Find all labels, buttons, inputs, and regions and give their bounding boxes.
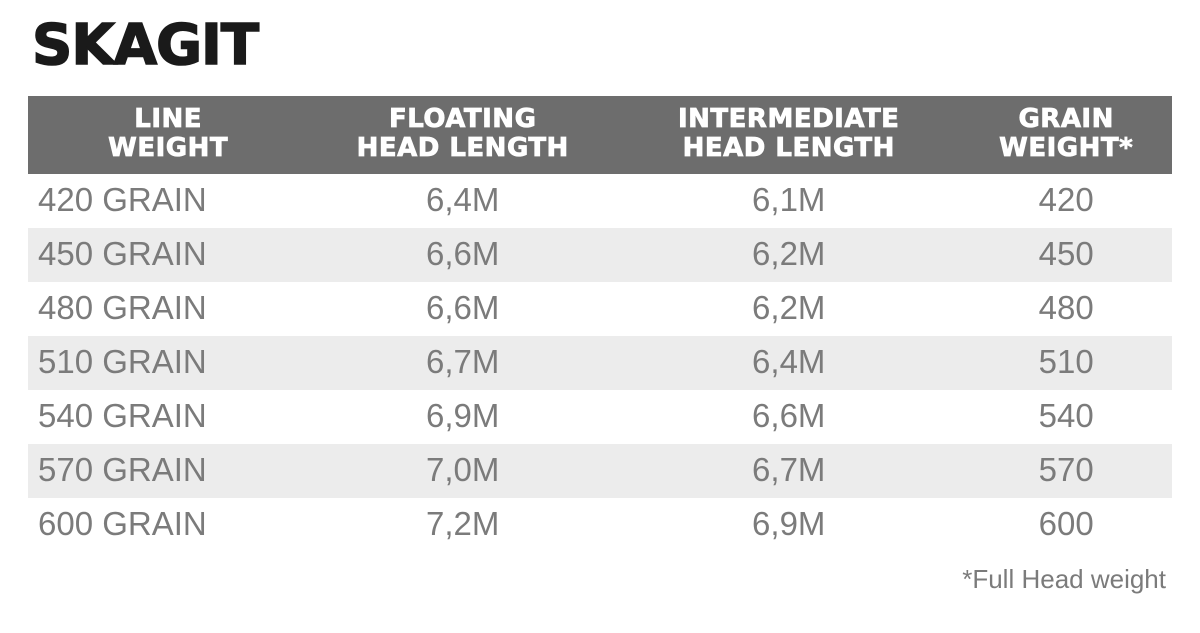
table-row	[28, 336, 1172, 390]
cell-grain-weight: 420	[1038, 181, 1094, 219]
cell-grain-weight: 510	[960, 336, 1172, 390]
cell-floating-head-length: 6,6M	[426, 289, 500, 327]
column-header-intermediate-head-length-l2: HEAD LENGTH	[682, 133, 895, 164]
column-header-intermediate-head-length-l1: INTERMEDIATE	[678, 104, 900, 134]
table-row	[28, 174, 1172, 228]
table-body	[28, 174, 1172, 552]
cell-intermediate-head-length: 6,2M	[617, 228, 960, 282]
column-header-line-weight-l1: LINE	[134, 104, 203, 134]
cell-intermediate-head-length: 6,6M	[752, 397, 826, 435]
table-header-row	[28, 96, 1172, 174]
cell-floating-head-length: 6,4M	[426, 181, 500, 219]
table-row	[28, 228, 1172, 282]
table-footnote: *Full Head weight	[962, 563, 1166, 594]
column-header-line-weight	[28, 96, 308, 174]
table-header	[28, 96, 1172, 174]
column-header-floating-head-length	[308, 96, 617, 174]
cell-line-weight: 510 GRAIN	[28, 336, 308, 390]
cell-grain-weight: 450	[960, 228, 1172, 282]
cell-grain-weight: 570	[960, 444, 1172, 498]
cell-line-weight: 600 GRAIN	[38, 504, 207, 542]
column-header-intermediate-head-length	[617, 96, 960, 174]
skagit-spec-table	[28, 96, 1172, 552]
cell-line-weight: 540 GRAIN	[38, 397, 207, 435]
cell-intermediate-head-length: 6,1M	[752, 181, 826, 219]
column-header-grain-weight-l1: GRAIN	[1018, 104, 1114, 134]
column-header-floating-head-length-l1: FLOATING	[388, 104, 537, 134]
cell-line-weight: 420 GRAIN	[38, 181, 207, 219]
cell-floating-head-length: 7,2M	[426, 504, 500, 542]
table-row	[28, 444, 1172, 498]
table-row	[28, 498, 1172, 552]
column-header-line-weight-l2: WEIGHT	[108, 133, 229, 164]
page-title: SKAGIT	[32, 13, 259, 78]
cell-floating-head-length: 6,6M	[308, 228, 617, 282]
cell-grain-weight: 540	[1038, 397, 1094, 435]
cell-grain-weight: 600	[1038, 504, 1094, 542]
cell-intermediate-head-length: 6,4M	[617, 336, 960, 390]
cell-floating-head-length: 7,0M	[308, 444, 617, 498]
cell-intermediate-head-length: 6,9M	[752, 504, 826, 542]
column-header-grain-weight-l2: WEIGHT*	[999, 133, 1134, 164]
cell-floating-head-length: 6,7M	[308, 336, 617, 390]
cell-floating-head-length: 6,9M	[426, 397, 500, 435]
cell-line-weight: 450 GRAIN	[28, 228, 308, 282]
cell-grain-weight: 480	[1038, 289, 1094, 327]
table-row	[28, 390, 1172, 444]
column-header-grain-weight	[960, 96, 1172, 174]
table-row	[28, 282, 1172, 336]
cell-intermediate-head-length: 6,7M	[617, 444, 960, 498]
column-header-floating-head-length-l2: HEAD LENGTH	[356, 133, 569, 164]
cell-line-weight: 480 GRAIN	[38, 289, 207, 327]
cell-intermediate-head-length: 6,2M	[752, 289, 826, 327]
cell-line-weight: 570 GRAIN	[28, 444, 308, 498]
